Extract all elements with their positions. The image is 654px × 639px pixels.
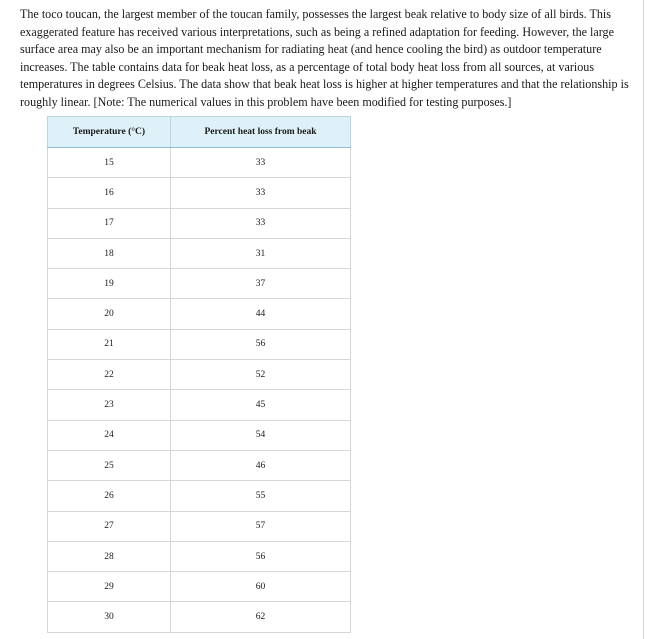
heat-loss-table: [47, 116, 351, 633]
temperature-cell: 18: [48, 238, 171, 268]
table-row: [48, 329, 351, 359]
heat-loss-cell: 33: [171, 178, 351, 208]
heat-loss-cell: 62: [171, 602, 351, 632]
temperature-cell: 22: [48, 360, 171, 390]
heat-loss-cell: 37: [171, 269, 351, 299]
heat-loss-cell: 52: [171, 360, 351, 390]
heat-loss-cell: 56: [171, 329, 351, 359]
table-row: [48, 299, 351, 329]
table-row: [48, 450, 351, 480]
temperature-cell: 16: [48, 178, 171, 208]
temperature-cell: 17: [48, 208, 171, 238]
temperature-cell: 30: [48, 602, 171, 632]
temperature-cell: 15: [48, 148, 171, 178]
table-row: [48, 572, 351, 602]
table-row: [48, 390, 351, 420]
temperature-cell: 19: [48, 269, 171, 299]
temperature-cell: 26: [48, 481, 171, 511]
table-row: [48, 269, 351, 299]
table-row: [48, 360, 351, 390]
heat-loss-cell: 31: [171, 238, 351, 268]
table-row: [48, 541, 351, 571]
temperature-cell: 29: [48, 572, 171, 602]
header-temperature: Temperature (°C): [48, 117, 171, 148]
table-row: [48, 602, 351, 632]
table-row: [48, 178, 351, 208]
temperature-cell: 20: [48, 299, 171, 329]
table-row: [48, 420, 351, 450]
heat-loss-cell: 45: [171, 390, 351, 420]
table-row: [48, 238, 351, 268]
temperature-cell: 21: [48, 329, 171, 359]
temperature-cell: 24: [48, 420, 171, 450]
heat-loss-cell: 33: [171, 208, 351, 238]
heat-loss-cell: 54: [171, 420, 351, 450]
heat-loss-cell: 60: [171, 572, 351, 602]
heat-loss-cell: 55: [171, 481, 351, 511]
header-percent-heat-loss: Percent heat loss from beak: [171, 117, 351, 148]
table-row: [48, 148, 351, 178]
heat-loss-cell: 46: [171, 450, 351, 480]
table-row: [48, 481, 351, 511]
intro-paragraph: The toco toucan, the largest member of the toucan family, possesses the largest beak relative to body size of all birds. This exaggerated feature has received various interpretations, such as being a refined adaptation for feeding. However, the large surface area may also be an important mechanism for radiating heat (and hence cooling the bird) as outdoor temperature increases. The table contains data for beak heat loss, as a percentage of total body heat loss from all sources, at various temperatures in degrees Celsius. The data show that beak heat loss is higher at higher temperatures and that the relationship is roughly linear. [Note: The numerical values in this problem have been modified for testing purposes.]: [20, 7, 629, 109]
heat-loss-cell: 57: [171, 511, 351, 541]
heat-loss-cell: 56: [171, 541, 351, 571]
temperature-cell: 27: [48, 511, 171, 541]
heat-loss-cell: 44: [171, 299, 351, 329]
temperature-cell: 23: [48, 390, 171, 420]
temperature-cell: 25: [48, 450, 171, 480]
temperature-cell: 28: [48, 541, 171, 571]
table-row: [48, 208, 351, 238]
heat-loss-cell: 33: [171, 148, 351, 178]
table-header-row: [48, 117, 351, 148]
table-row: [48, 511, 351, 541]
